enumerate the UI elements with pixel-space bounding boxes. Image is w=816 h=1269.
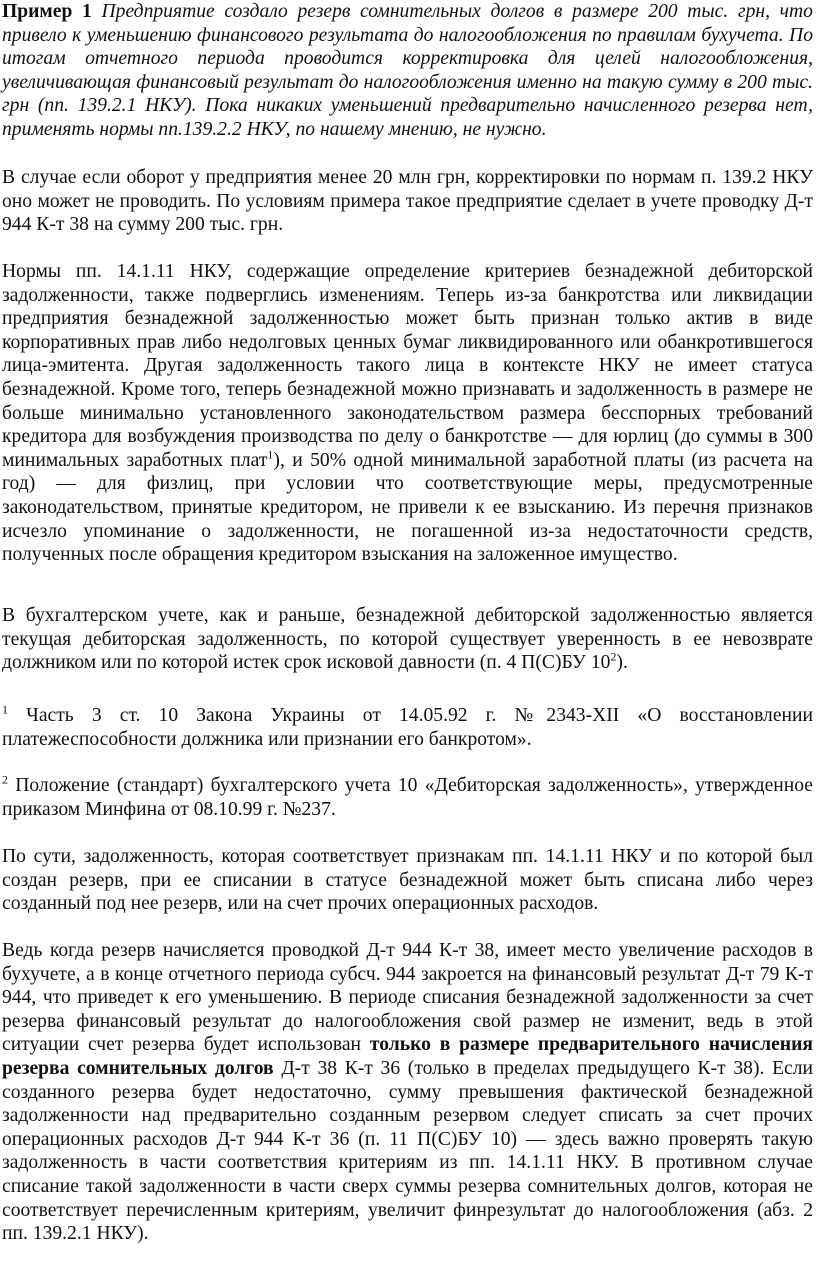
footnote-text: Часть 3 ст. 10 Закона Украины от 14.05.92 г. №2343-XII «О восстановлении платежеспособности должника или признании его банкротом».: [2, 705, 813, 750]
paragraph-text: В бухгалтерском учете, как и раньше, безнадежной дебиторской задолженностью является текущая дебиторская задолженность, по которой существует уверенность в ее невозврате должником или по которой истек срок исковой давности (п. 4 П(С)БУ 10: [2, 605, 813, 674]
footnote-text: Положение (стандарт) бухгалтерского учета 10 «Дебиторская задолженность», утвержденное приказом Минфина от 08.10.99 г. №237.: [2, 775, 813, 820]
footnote-1: [2, 704, 813, 751]
paragraph-text: ), и 50% одной минимальной заработной платы (из расчета на год) — для физлиц, при условии что соответствующие меры, предусмотренные законодательством, принятые кредитором, не привели к ее взысканию. Из перечня признаков исчезло упоминание о задолженности, не погашенной из-за недостаточности средств, полученных после обращения кредитором взыскания на заложенное имущество.: [2, 449, 813, 566]
paragraph-text: Д-т 38 К-т 36 (только в пределах предыдущего К-т 38). Если созданного резерва будет недостаточно, сумму превышения фактической безнадежной задолженности над предварительно созданным резервом следует списать за счет прочих операционных расходов Д-т 944 К-т 36 (п. 11 П(С)БУ 10) — здесь важно проверять такую задолженность в части соответствия критериям из пп. 14.1.11 НКУ. В противном случае списание такой задолженности в части сверх суммы резерва сомнительных долгов, которая не соответствует перечисленным критериям, увеличит финрезультат до налогообложения (абз. 2 пп. 139.2.1 НКУ).: [2, 1057, 813, 1245]
paragraph-text: ).: [616, 652, 628, 674]
paragraph-bad-debt-criteria: [2, 260, 813, 567]
footnote-mark-1: 1: [2, 702, 8, 717]
footnote-mark-2: 2: [2, 772, 8, 787]
paragraph-accounting: [2, 604, 813, 675]
footnote-ref-1: 1: [267, 447, 274, 462]
footnote-2: [2, 774, 813, 821]
paragraph-reserve-writeoff: По сути, задолженность, которая соответствует признакам пп. 14.1.11 НКУ и по которой был создан резерв, при ее списании в статусе безнадежной может быть списана либо через созданный под нее резерв, или на счет прочих операционных расходов.: [2, 846, 813, 915]
example-paragraph: [2, 0, 813, 142]
paragraph-reserve-entries: [2, 939, 813, 1246]
paragraph-turnover: В случае если оборот у предприятия менее 20 млн грн, корректировки по нормам п. 139.2 НКУ оно может не проводить. По условиям примера такое предприятие сделает в учете проводку Д-т 944 К-т 38 на сумму 200 тыс. грн.: [2, 167, 813, 236]
example-lead: Пример 1: [2, 1, 92, 22]
paragraph-text: Ведь когда резерв начисляется проводкой Д-т 944 К-т 38, имеет место увеличение расходов в бухучете, а в конце отчетного периода субсч. 944 закроется на финансовый результат Д-т 79 К-т 944, что приведет к его уменьшению. В периоде списания безнадежной задолженности за счет резерва финансовый результат до налогообложения свой размер не изменит, ведь в этой ситуации счет резерва будет использован: [2, 940, 813, 1056]
example-text: Предприятие создало резерв сомнительных долгов в размере 200 тыс. грн, что привело к уменьшению финансового результата до налогообложения по правилам бухучета. По итогам отчетного периода проводится корректировка для целей налогообложения, увеличивающая финансовый результат до налогообложения именно на такую сумму в 200 тыс. грн (пп. 139.2.1 НКУ). Пока никаких уменьшений предварительно начисленного резерва нет, применять нормы пп.139.2.2 НКУ, по нашему мнению, не нужно.: [2, 1, 813, 140]
footnote-ref-2: 2: [610, 649, 617, 664]
paragraph-text: Нормы пп. 14.1.11 НКУ, содержащие определение критериев безнадежной дебиторской задолженности, также подверглись изменениям. Теперь из-за банкротства или ликвидации предприятия безнадежной задолженностью может быть признан только актив в виде корпоративных прав либо недолговых ценных бумаг ликвидированного или обанкротившегося лица-эмитента. Другая задолженность такого лица в контексте НКУ не имеет статуса безнадежной. Кроме того, теперь безнадежной можно признавать и задолженность в размере не больше минимально установленного законодательством размера бесспорных требований кредитора для возбуждения производства по делу о банкротстве — для юрлиц (до суммы в 300 минимальных заработных плат: [2, 261, 813, 471]
emphasis-text: только в размере предварительного начисления резерва сомнительных долгов: [2, 1034, 813, 1079]
